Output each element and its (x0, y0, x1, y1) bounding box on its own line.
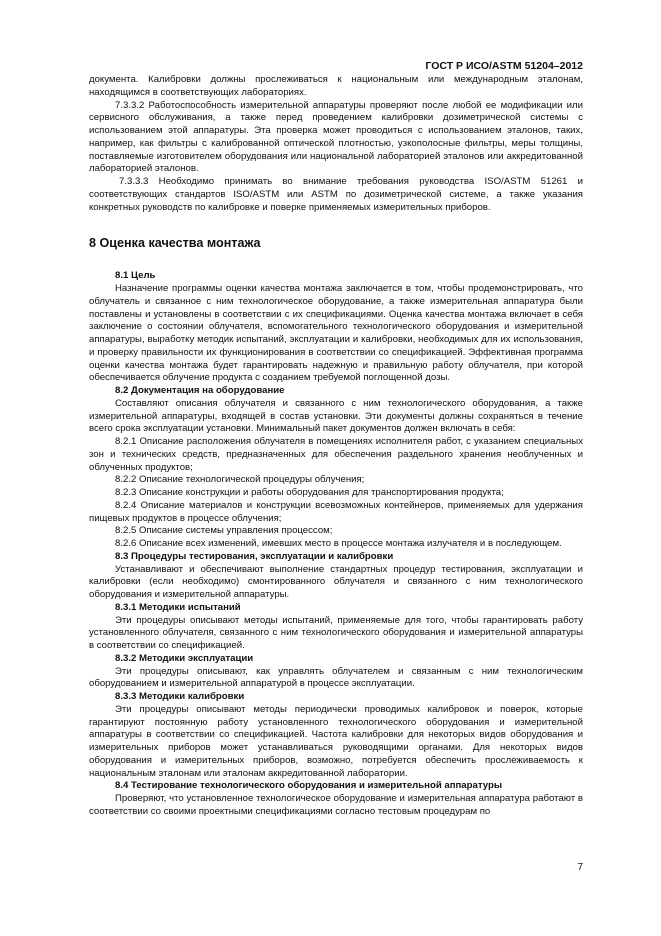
document-page (89, 60, 583, 819)
paragraph: Эти процедуры описывают методы периодически проводимых калибровок и поверок, которые гарантируют постоянную работу установленного технологического оборудования и измерительной аппаратуры в соответствии со спецификацией. Частота калибровки для некоторых видов оборудования и измерительных приборов может устанавливаться руководящими органами. Для некоторых видов оборудования и измерительных приборов, возможно, потребуется обеспечить прослеживаемость к национальным эталонам или эталонам аккредитованной лаборатории. (89, 703, 583, 779)
subsection-title: 8.1 Цель (115, 270, 156, 282)
paragraph: Эти процедуры описывают, как управлять облучателем и связанным с ним технологическим оборудованием и измерительной аппаратурой в процессе эксплуатации. (89, 665, 583, 690)
subsection-title: 8.3.1 Методики испытаний (115, 601, 241, 613)
subsection-title: 8.3.3 Методики калибровки (115, 691, 245, 702)
list-item: 8.2.3 Описание конструкции и работы оборудования для транспортирования продукта; (115, 487, 504, 498)
subsection-title: 8.3 Процедуры тестирования, эксплуатации и калибровки (115, 550, 394, 562)
paragraph: Составляют описания облучателя и связанного с ним технологического оборудования, а также измерительной аппаратуры, входящей в состав установки. Эти документы должны сохраняться в течение всего срока эксплуатации установки. Минимальный пакет документов должен включать в себя: (89, 397, 583, 435)
paragraph: Эти процедуры описывают методы испытаний, применяемые для того, чтобы гарантировать работу установленного облучателя, связанного с ним технологического оборудования и измерительной аппаратуры в соответствии со спецификацией. (89, 614, 583, 651)
paragraph: Назначение программы оценки качества монтажа заключается в том, чтобы продемонстрировать, что облучатель и связанное с ним технологическое оборудование, а также измерительная аппаратура были поставлены и установлены в соответствии с их спецификациями. Оценка качества монтажа включает в себя заключение о состоянии облучателя, вспомогательного технологического оборудования и измерительной аппаратуры, выработку методик испытаний, эксплуатации и калибровки, необходимых для их использования, и проверку правильности их функционирования в соответствии со спецификацией. Эффективная программа оценки качества монтажа будет гарантировать надежную и правильную работу облучателя, при которой обеспечивается облучение продукта с созданием требуемой поглощенной дозы. (89, 283, 583, 384)
list-item: 8.2.1 Описание расположения облучателя в помещениях исполнителя работ, с указанием специальных зон и технических средств, предназначенных для обеспечения раздельного хранения необлученных и облученных продуктов; (89, 436, 583, 473)
paragraph: Устанавливают и обеспечивают выполнение стандартных процедур тестирования, эксплуатации и калибровки (если необходимо) смонтированного облучателя и связанного с ним технологического оборудования и измерительной аппаратуры. (89, 563, 583, 600)
document-header: ГОСТ Р ИСО/ASTM 51204–2012 (425, 60, 583, 72)
page-number: 7 (577, 862, 583, 873)
paragraph: 7.3.3.3 Необходимо принимать во внимание требования руководства ISO/ASTM 51261 и соответствующих стандартов ISO/ASTM или ASTM по дозиметрической системе, а также указания конкретных руководств по калибровке и поверке применяемых измерительных приборов. (89, 176, 583, 213)
subsection-title: 8.2 Документация на оборудование (115, 385, 285, 396)
paragraph: документа. Калибровки должны прослеживаться к национальным или международным эталонам, находящимся в соответствующих лабораториях. (89, 74, 583, 98)
subsection-title: 8.3.2 Методики эксплуатации (115, 652, 254, 664)
list-item: 8.2.4 Описание материалов и конструкции всевозможных контейнеров, применяемых для удержания пищевых продуктов в процессе облучения; (89, 499, 583, 524)
list-item: 8.2.5 Описание системы управления процессом; (115, 525, 333, 537)
paragraph: 7.3.3.2 Работоспособность измерительной аппаратуры проверяют после любой ее модификации или сервисного обслуживания, а также перед проведением калибровки дозиметрической системы с использованием этой аппаратуры. Эта проверка может проводиться с использованием эталонов, таких, например, как фильтры с калиброванной оптической плотностью, узкополосные фильтры, меры толщины, поставляемые изготовителем оборудования или национальной лабораторией эталонов или аккредитованной лабораторией эталонов. (89, 99, 583, 175)
list-item: 8.2.6 Описание всех изменений, имевших место в процессе монтажа излучателя и в последующем. (115, 538, 562, 549)
list-item: 8.2.2 Описание технологической процедуры облучения; (115, 474, 365, 486)
paragraph: Проверяют, что установленное технологическое оборудование и измерительная аппаратура работают в соответствии со своими проектными спецификациями согласно тестовым процедурам по (89, 793, 583, 817)
subsection-title: 8.4 Тестирование технологического оборудования и измерительной аппаратуры (115, 780, 503, 792)
section-title: 8 Оценка качества монтажа (89, 236, 261, 251)
